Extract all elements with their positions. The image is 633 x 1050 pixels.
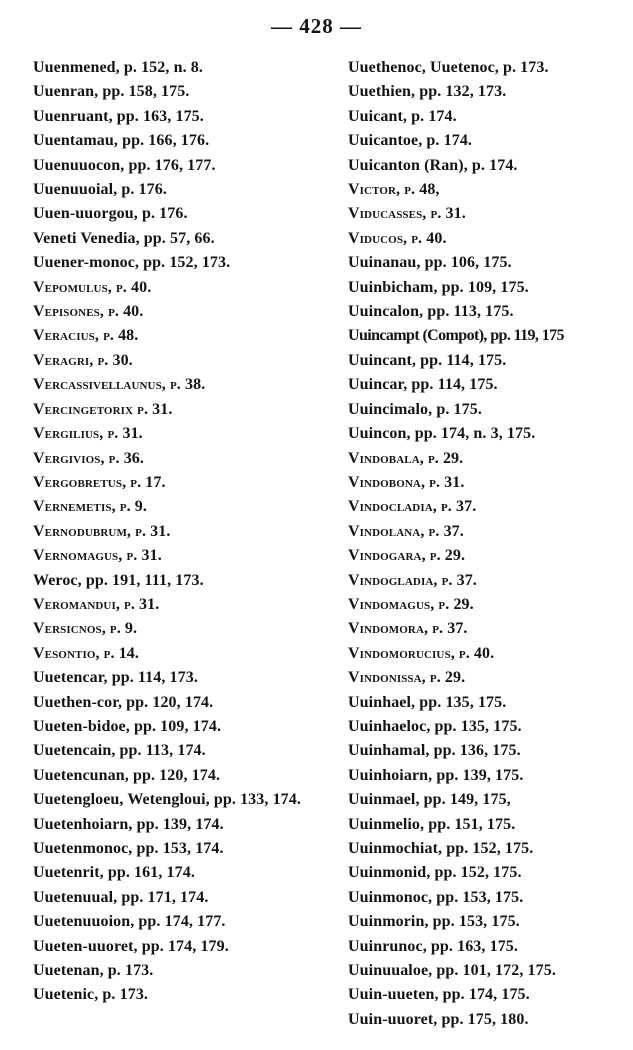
index-entry: Uuen-uuorgou, p. 176.: [33, 205, 188, 223]
index-entry: Uuetenan, p. 173.: [33, 962, 154, 980]
index-entry: Vercassivellaunus, p. 38.: [33, 376, 206, 394]
index-entry: Vernodubrum, p. 31.: [33, 522, 171, 540]
index-entry: Uuinmonid, pp. 152, 175.: [348, 864, 522, 882]
index-entry: Vindomagus, p. 29.: [348, 595, 474, 613]
index-entry: Uuenmened, p. 152, n. 8.: [33, 59, 203, 76]
index-entry: Uuenran, pp. 158, 175.: [33, 83, 190, 101]
index-entry: Uuin-uueten, pp. 174, 175.: [348, 986, 530, 1004]
index-entry: Victor, p. 48,: [348, 181, 440, 199]
index-entry: Vindomorucius, p. 40.: [348, 644, 495, 662]
index-entry: Vindocladia, p. 37.: [348, 498, 477, 516]
index-entry: Uuetencain, pp. 113, 174.: [33, 742, 206, 760]
index-entry: Uuinhoiarn, pp. 139, 175.: [348, 766, 524, 784]
index-column-left: [33, 56, 333, 1008]
index-entry: Uuetenrit, pp. 161, 174.: [33, 864, 195, 882]
index-entry: Uuicantoe, p. 174.: [348, 132, 473, 150]
index-entry: Uuicant, p. 174.: [348, 107, 457, 125]
index-entry: Vindonissa, p. 29.: [348, 669, 466, 687]
index-entry: Uuicanton (Ran), p. 174.: [348, 156, 518, 174]
index-entry: Uuinmael, pp. 149, 175,: [348, 791, 511, 809]
index-entry: Vercingetorix p. 31.: [33, 400, 173, 418]
index-entry: Uuincampt (Compot), pp. 119, 175: [348, 327, 564, 345]
index-entry: Vernemetis, p. 9.: [33, 498, 147, 516]
index-entry: Uuinhamal, pp. 136, 175.: [348, 742, 521, 760]
index-entry: Uuinhael, pp. 135, 175.: [348, 693, 507, 711]
index-entry: Uuethien, pp. 132, 173.: [348, 83, 507, 101]
index-entry: Viducasses, p. 31.: [348, 205, 466, 223]
index-entry: Uuetengloeu, Wetengloui, pp. 133, 174.: [33, 791, 301, 809]
index-entry: Vindomora, p. 37.: [348, 620, 468, 638]
index-entry: Uueten-bidoe, pp. 109, 174.: [33, 717, 222, 735]
index-entry: Veromandui, p. 31.: [33, 595, 160, 613]
index-entry: Uuetenhoiarn, pp. 139, 174.: [33, 815, 224, 833]
index-entry: Uuetenuuoion, pp. 174, 177.: [33, 913, 226, 931]
index-entry: Viducos, p. 40.: [348, 229, 447, 247]
index-column-right: [348, 56, 630, 1032]
index-entry: Uuetenic, p. 173.: [33, 986, 149, 1004]
index-entry: Uuinhaeloc, pp. 135, 175.: [348, 717, 522, 735]
index-entry: Uuetencar, pp. 114, 173.: [33, 669, 198, 687]
index-entry: Uuetenmonoc, pp. 153, 174.: [33, 840, 224, 857]
index-entry: Vindolana, p. 37.: [348, 522, 464, 540]
index-entry: Uuenuuocon, pp. 176, 177.: [33, 156, 216, 174]
index-entry: Uuetencunan, pp. 120, 174.: [33, 766, 221, 784]
index-entry: Uuener-monoc, pp. 152, 173.: [33, 254, 231, 272]
index-entry: Uuincon, pp. 174, n. 3, 175.: [348, 425, 536, 443]
index-entry: Uuinmelio, pp. 151, 175.: [348, 815, 516, 833]
index-entry: Uuinuualoe, pp. 101, 172, 175.: [348, 962, 556, 980]
index-entry: Uuethen-cor, pp. 120, 174.: [33, 693, 214, 711]
index-entry: Versicnos, p. 9.: [33, 620, 138, 638]
index-entry: Uuinanau, pp. 106, 175.: [348, 254, 512, 272]
index-entry: Vindobala, p. 29.: [348, 449, 464, 467]
index-entry: Uuinbicham, pp. 109, 175.: [348, 278, 529, 296]
index-entry: Uuin-uuoret, pp. 175, 180.: [348, 1010, 529, 1028]
index-entry: Uuethenoc, Uuetenoc, p. 173.: [348, 59, 549, 76]
index-entry: Uuincant, pp. 114, 175.: [348, 351, 507, 369]
page-number: — 428 —: [271, 14, 362, 38]
index-entry: Uuinmonoc, pp. 153, 175.: [348, 888, 524, 906]
index-entry: Veneti Venedia, pp. 57, 66.: [33, 229, 215, 247]
index-entry: Uuinmorin, pp. 153, 175.: [348, 913, 520, 931]
index-entry: Uuetenuual, pp. 171, 174.: [33, 888, 209, 906]
index-entry: Veragri, p. 30.: [33, 351, 133, 369]
index-entry: Vergilius, p. 31.: [33, 425, 143, 443]
index-entry: Vergivios, p. 36.: [33, 449, 144, 467]
index-entry: Uuinmochiat, pp. 152, 175.: [348, 840, 534, 857]
index-entry: Uuincar, pp. 114, 175.: [348, 376, 498, 394]
index-entry: Vepomulus, p. 40.: [33, 278, 152, 296]
index-entry: Vergobretus, p. 17.: [33, 473, 166, 491]
index-entry: Uuentamau, pp. 166, 176.: [33, 132, 210, 150]
index-entry: Uuenuuoial, p. 176.: [33, 181, 167, 199]
index-entry: Uueten-uuoret, pp. 174, 179.: [33, 937, 229, 955]
index-entry: Uuinrunoc, pp. 163, 175.: [348, 937, 518, 955]
index-entry: Vindobona, p. 31.: [348, 473, 465, 491]
index-entry: Weroc, pp. 191, 111, 173.: [33, 571, 204, 589]
index-entry: Vindogladia, p. 37.: [348, 571, 477, 589]
index-entry: Vernomagus, p. 31.: [33, 547, 162, 565]
index-entry: Uuincalon, pp. 113, 175.: [348, 303, 514, 321]
index-entry: Uuincimalo, p. 175.: [348, 400, 482, 418]
index-entry: Vepisones, p. 40.: [33, 303, 144, 321]
index-entry: Veracius, p. 48.: [33, 327, 139, 345]
index-entry: Vesontio, p. 14.: [33, 644, 140, 662]
index-entry: Uuenruant, pp. 163, 175.: [33, 107, 204, 125]
index-entry: Vindogara, p. 29.: [348, 547, 466, 565]
